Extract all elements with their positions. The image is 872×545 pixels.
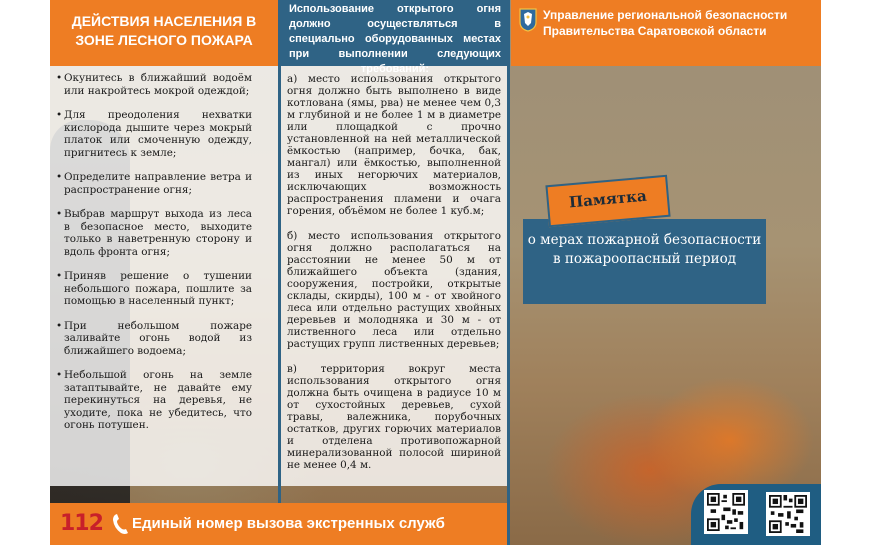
list-item: • Определите направление ветра и распространение огня; (56, 171, 252, 196)
emergency-bar (50, 503, 507, 545)
list-item: • Приняв решение о тушении небольшого пожара, пошлите за помощью в населенный пункт; (56, 270, 252, 308)
list-item: • Небольшой огонь на земле затаптывайте, не давайте ему перекинуться на деревья, не уходите, пока не убедитесь, что огонь потушен. (56, 369, 252, 432)
column-divider (507, 0, 510, 545)
list-item: • Для преодоления нехватки кислорода дышите через мокрый платок или смоченную одежду, пригнитесь к земле; (56, 109, 252, 159)
panel3-header (511, 0, 821, 66)
list-item: • При небольшом пожаре заливайте огонь водой из ближайшего водоема; (56, 320, 252, 358)
leaflet-tag-label: Памятка (568, 186, 648, 212)
subtitle-box (523, 219, 766, 304)
panel2-body (281, 66, 507, 486)
org-name: Управление региональной безопасности Правительства Саратовской области (543, 8, 788, 38)
panel1-body (50, 66, 278, 486)
panel2-list (287, 73, 501, 484)
leaflet-subtitle: о мерах пожарной безопасности в пожароопасный период (527, 232, 762, 267)
list-item: • Выбрав маршрут выхода из леса в безопасное место, выходите только в наветренную сторону и вдоль фронта огня; (56, 208, 252, 258)
requirement-item: в) территория вокруг места использования открытого огня должна быть очищена в радиусе 10 м от сухостойных деревьев, сухой травы, валежника, порубочных остатков, других горючих материалов и отделена противопожарной минерализованной полосой шириной не менее 0,4 м. (287, 363, 501, 471)
list-item: • Окунитесь в ближайший водоём или накройтесь мокрой одеждой; (56, 72, 252, 97)
requirement-item: а) место использования открытого огня должно быть выполнено в виде котлована (ямы, рва) не менее чем 0,3 м глубиной и не более 1 м в диаметре или площадкой с прочно установленной на ней металлической ёмкостью (например, бочка, бак, мангал) или ёмкостью, выполненной из иных негорючих материалов, исключающих возможность распространения пламени и очага горения, объёмом не более 1 куб.м; (287, 73, 501, 217)
phone-icon (110, 511, 132, 537)
brochure (50, 0, 821, 545)
qr-code-icon[interactable] (766, 492, 810, 536)
hotline-text: Единый номер вызова экстренных служб (132, 515, 445, 532)
panel1-list (56, 72, 252, 444)
panel2-title: Использование открытого огня должно осуществляться в специально оборудованных местах при выполнении следующих (289, 3, 501, 60)
qr-code-icon[interactable] (704, 490, 748, 534)
saratov-emblem-icon (519, 8, 537, 32)
requirement-item: б) место использования открытого огня должно располагаться на расстоянии не менее 50 м от ближайшего объекта (здания, сооружения, постройки, открытые склады, скирды), 100 м - от хвойного леса или отдельно растущих хвойных деревьев и молодняка и 30 м - от лиственного леса или отдельно растущих групп лиственных деревьев; (287, 230, 501, 350)
panel1-title: ДЕЙСТВИЯ НАСЕЛЕНИЯ В ЗОНЕ ЛЕСНОГО ПОЖАРА (71, 13, 257, 48)
panel2-header (281, 0, 507, 66)
emergency-number: 112 (60, 511, 103, 536)
panel1-header (50, 0, 278, 66)
